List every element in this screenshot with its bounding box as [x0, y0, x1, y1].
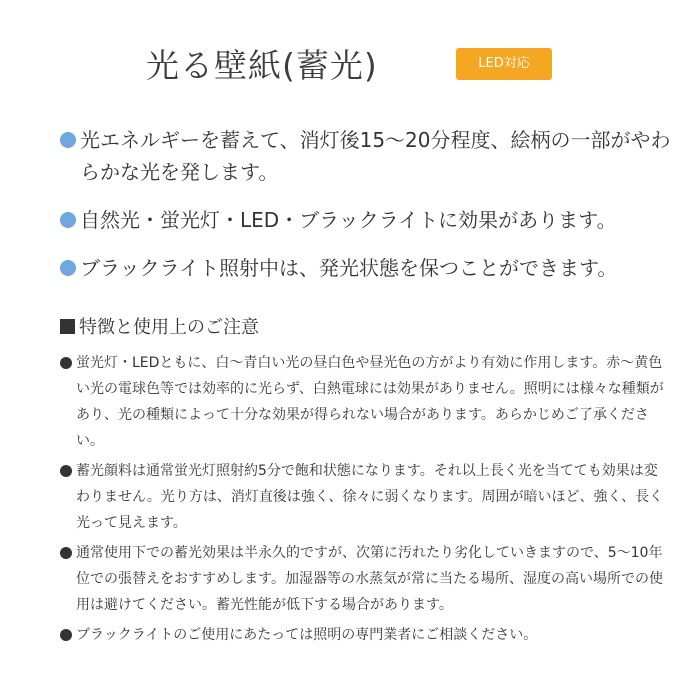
blue-bullet-icon [60, 132, 76, 148]
black-bullet-icon [60, 357, 72, 369]
black-bullet-icon [60, 465, 72, 477]
note-text: ブラックライトのご使用にあたっては照明の専門業者にご相談ください。 [76, 627, 538, 643]
blue-bullet-icon [60, 212, 76, 228]
feature-item [60, 204, 690, 236]
feature-text: 自然光・蛍光灯・LED・ブラックライトに効果があります。 [80, 208, 617, 232]
note-item [60, 540, 666, 618]
page-title: 光る壁紙(蓄光) [146, 46, 378, 85]
blue-bullet-icon [60, 260, 76, 276]
note-item [60, 458, 666, 536]
note-item [60, 622, 666, 648]
feature-list [60, 124, 690, 284]
feature-text: ブラックライト照射中は、発光状態を保つことができます。 [80, 256, 618, 280]
feature-item [60, 252, 690, 284]
note-text: 蓄光顔料は通常蛍光灯照射約5分で飽和状態になります。それ以上長く光を当てても効果は変わりません。光り方は、消灯直後は強く、徐々に弱くなります。周囲が暗いほど、強く、長く光って見えます。 [76, 463, 664, 531]
led-compatible-badge: LED対応 [456, 48, 552, 80]
feature-text: 光エネルギーを蓄えて、消灯後15〜20分程度、絵柄の一部がやわらかな光を発します。 [80, 128, 671, 184]
black-bullet-icon [60, 547, 72, 559]
notes-heading [60, 314, 259, 342]
feature-item [60, 124, 690, 188]
square-marker-icon [60, 319, 75, 334]
note-item [60, 350, 666, 454]
note-text: 蛍光灯・LEDともに、白〜青白い光の昼白色や昼光色の方がより有効に作用します。赤〜黄色い光の電球色等では効率的に光らず、白熱電球には効果がありません。照明には様々な種類があり、光の種類によって十分な効果が得られない場合があります。あらかじめご了承ください。 [76, 355, 664, 449]
black-bullet-icon [60, 629, 72, 641]
notes-list [60, 350, 666, 648]
notes-heading-text: 特徴と使用上のご注意 [79, 317, 259, 338]
note-text: 通常使用下での蓄光効果は半永久的ですが、次第に汚れたり劣化していきますので、5〜10年位での張替えをおすすめします。加湿器等の水蒸気が常に当たる場所、湿度の高い場所での使用は避けてください。蓄光性能が低下する場合があります。 [76, 545, 664, 613]
